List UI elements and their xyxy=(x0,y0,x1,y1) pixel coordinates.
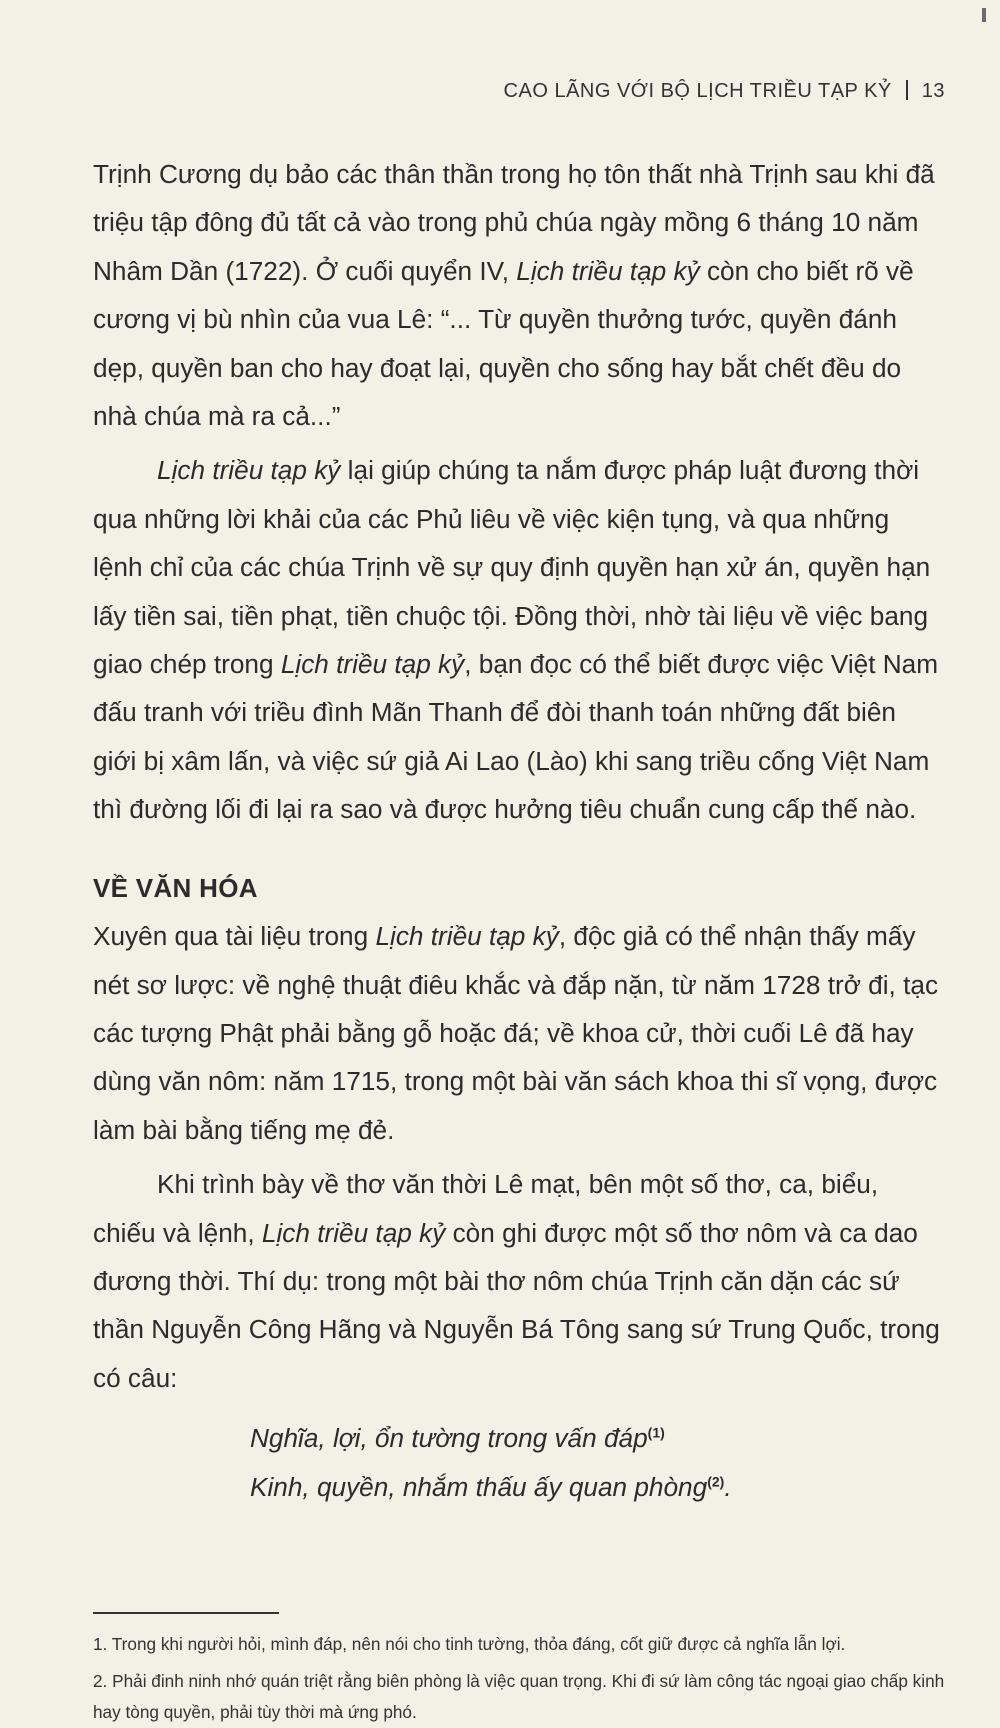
text-run: , độc giả có thể nhận thấy mấy nét sơ lược: về nghệ thuật điêu khắc và đắp nặn, từ năm 1728 trở đi, tạc các tượng Phật phải bằng gỗ hoặc đá; về khoa cử, thời cuối Lê đã hay dùng văn nôm: năm 1715, trong một bài văn sách khoa thi sĩ vọng, được làm bài bằng tiếng mẹ đẻ. xyxy=(93,921,939,1145)
section-heading: VỀ VĂN HÓA xyxy=(93,872,258,903)
verse-punctuation: . xyxy=(724,1471,732,1502)
text-run: Trịnh Cương dụ bảo các thân thần trong họ tôn thất nhà Trịnh sau khi đã triệu tập đông đủ tất cả vào trong phủ chúa ngày mồng 6 tháng 10 năm Nhâm Dần (1722). Ở cuối quyển IV, xyxy=(93,159,935,286)
corner-mark xyxy=(982,8,986,22)
text-run: lại giúp chúng ta nắm được pháp luật đương thời qua những lời khải của các Phủ liêu về việc kiện tụng, và qua những lệnh chỉ của các chúa Trịnh về sự quy định quyền hạn xử án, quyền hạn lấy tiền sai, tiền phạt, tiền chuộc tội. Đồng thời, nhờ tài liệu về việc bang giao chép trong xyxy=(93,455,931,680)
running-title: CAO LÃNG VỚI BỘ LỊCH TRIỀU TẠP KỶ xyxy=(503,80,892,102)
verse-line-1 xyxy=(93,1414,942,1462)
footnote-ref-1[interactable]: (1) xyxy=(647,1424,665,1441)
paragraph-2 xyxy=(93,446,942,833)
body-text xyxy=(93,150,942,1511)
paragraph-1 xyxy=(93,150,942,440)
book-title: Lịch triều tạp kỷ xyxy=(516,255,700,286)
footnotes xyxy=(93,1629,950,1728)
header-separator xyxy=(906,80,908,100)
footnote-ref-2[interactable]: (2) xyxy=(707,1472,725,1489)
text-run: còn cho biết rõ về cương vị bù nhìn của vua Lê: “... Từ quyền thưởng tước, quyền đánh dẹp, quyền ban cho hay đoạt lại, quyền cho sống hay bắt chết đều do nhà chúa mà ra cả...” xyxy=(93,255,914,432)
footnote-rule xyxy=(93,1612,279,1614)
paragraph-4 xyxy=(93,1160,942,1402)
text-run: Khi trình bày về thơ văn thời Lê mạt, bên một số thơ, ca, biểu, chiếu và lệnh, xyxy=(93,1169,879,1248)
verse-text: Kinh, quyền, nhắm thấu ấy quan phòng xyxy=(250,1471,708,1502)
text-run: , bạn đọc có thể biết được việc Việt Nam đấu tranh với triều đình Mãn Thanh để đòi thanh toán những đất biên giới bị xâm lấn, và việc sứ giả Ai Lao (Lào) khi sang triều cống Việt Nam thì đường lối đi lại ra sao và được hưởng tiêu chuẩn cung cấp thế nào. xyxy=(93,649,939,825)
book-title: Lịch triều tạp kỷ xyxy=(157,455,341,486)
verse-line-2 xyxy=(93,1463,942,1511)
footnote-2: 2. Phải đinh ninh nhớ quán triệt rằng biên phòng là việc quan trọng. Khi đi sứ làm công tác ngoại giao chấp kinh hay tòng quyền, phải tùy thời mà ứng phó. xyxy=(93,1671,945,1722)
book-title: Lịch triều tạp kỷ xyxy=(280,649,465,680)
verse-quote xyxy=(93,1414,942,1511)
running-head xyxy=(90,80,945,103)
footnote-1: 1. Trong khi người hỏi, mình đáp, nên nói cho tinh tường, thỏa đáng, cốt giữ được cả nghĩa lẫn lợi. xyxy=(93,1634,846,1654)
text-run: còn ghi được một số thơ nôm và ca dao đương thời. Thí dụ: trong một bài thơ nôm chúa Trịnh căn dặn các sứ thần Nguyễn Công Hãng và Nguyễn Bá Tông sang sứ Trung Quốc, trong có câu: xyxy=(93,1217,940,1393)
text-run: Xuyên qua tài liệu trong xyxy=(93,921,376,952)
page-number: 13 xyxy=(921,80,945,102)
book-title: Lịch triều tạp kỷ xyxy=(375,921,559,952)
book-title: Lịch triều tạp kỷ xyxy=(261,1217,446,1248)
paragraph-3 xyxy=(93,912,942,1154)
verse-text: Nghĩa, lợi, ổn tường trong vấn đáp xyxy=(250,1423,648,1454)
